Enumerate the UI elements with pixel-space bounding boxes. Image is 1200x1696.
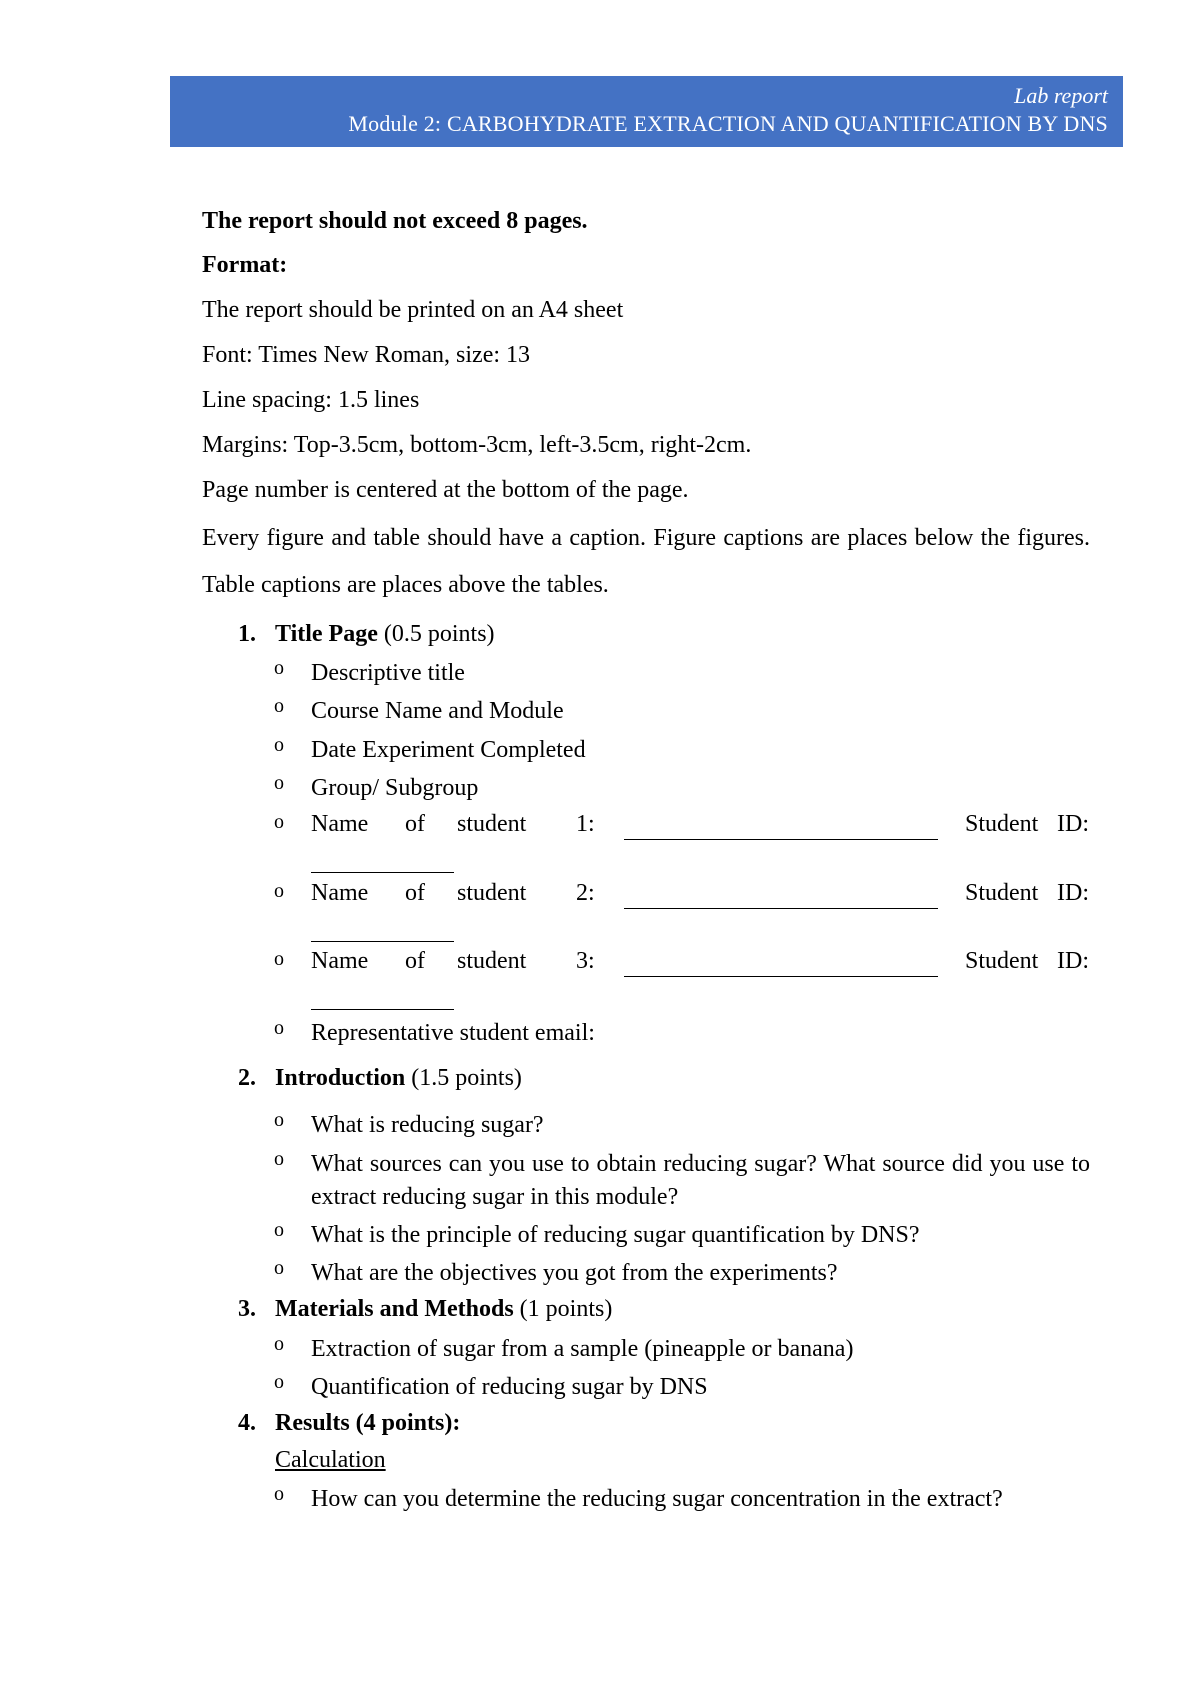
section-results — [238, 1410, 460, 1437]
section-title: Introduction — [275, 1065, 406, 1091]
format-heading: Format: — [202, 252, 288, 278]
section-title: Results — [275, 1410, 350, 1436]
student-name-row-1: o Name of student 1: Student ID: — [274, 811, 1090, 844]
student-name-blank[interactable] — [624, 839, 938, 840]
student-id-blank[interactable] — [311, 872, 454, 873]
section-number: 4. — [238, 1410, 256, 1436]
section-title: Title Page — [275, 621, 378, 647]
bullet-icon: o — [274, 695, 284, 717]
caption-rule-paragraph: Every figure and table should have a caption. Figure captions are places below the figures. Table captions are places above the tables. — [202, 525, 1090, 598]
calculation-subheading: Calculation — [275, 1447, 386, 1473]
section-introduction — [238, 1065, 522, 1092]
bullet-icon: o — [274, 1483, 284, 1505]
format-line-margins: Margins: Top-3.5cm, bottom-3cm, left-3.5cm, right-2cm. — [202, 432, 752, 458]
section-number: 3. — [238, 1296, 256, 1322]
section-materials-methods — [238, 1296, 612, 1323]
bullet-icon: o — [274, 1148, 284, 1170]
section-points: (1.5 points) — [411, 1065, 522, 1091]
bullet-icon: o — [274, 948, 284, 970]
student-id-blank[interactable] — [311, 1009, 454, 1010]
bullet-icon: o — [274, 1219, 284, 1241]
format-line-paper: The report should be printed on an A4 sheet — [202, 297, 624, 323]
section-points: (1 points) — [519, 1296, 613, 1322]
bullet-icon: o — [274, 1333, 284, 1355]
format-line-spacing: Line spacing: 1.5 lines — [202, 387, 420, 413]
format-line-page-number: Page number is centered at the bottom of the page. — [202, 477, 689, 503]
bullet-icon: o — [274, 1017, 284, 1039]
header-doc-type: Lab report — [1014, 83, 1108, 108]
student-name-row-3: o Name of student 3: Student ID: — [274, 948, 1090, 981]
bullet-icon: o — [274, 1257, 284, 1279]
student-name-row-2: o Name of student 2: Student ID: — [274, 880, 1090, 913]
bullet-icon: o — [274, 1371, 284, 1393]
bullet-icon: o — [274, 811, 284, 833]
bullet-icon: o — [274, 734, 284, 756]
student-name-blank[interactable] — [624, 976, 938, 977]
format-line-font: Font: Times New Roman, size: 13 — [202, 342, 531, 368]
section-title: Materials and Methods — [275, 1296, 514, 1322]
student-id-blank[interactable] — [311, 941, 454, 942]
bullet-icon: o — [274, 657, 284, 679]
bullet-icon: o — [274, 1109, 284, 1131]
section-points: (0.5 points) — [383, 621, 495, 647]
header-band — [170, 76, 1123, 147]
section-number: 1. — [238, 621, 256, 647]
page-limit-note: The report should not exceed 8 pages. — [202, 208, 588, 234]
section-title-page — [238, 621, 495, 648]
student-name-blank[interactable] — [624, 908, 938, 909]
header-module-title: Module 2: CARBOHYDRATE EXTRACTION AND QUANTIFICATION BY DNS — [348, 111, 1108, 136]
section-number: 2. — [238, 1065, 256, 1091]
bullet-icon: o — [274, 772, 284, 794]
section-points: (4 points): — [355, 1410, 461, 1436]
bullet-icon: o — [274, 880, 284, 902]
